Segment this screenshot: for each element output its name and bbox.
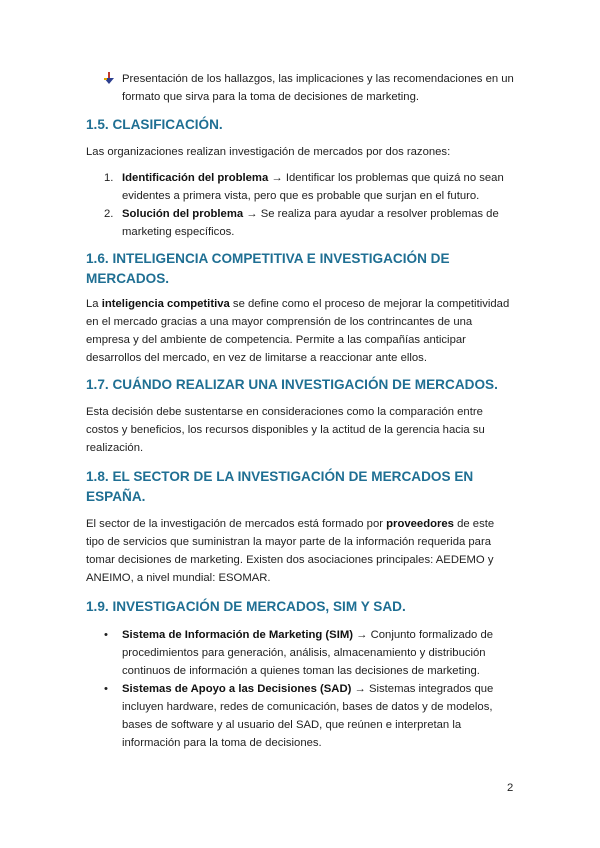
section-1-8-paragraph: El sector de la investigación de mercados está formado por proveedores de este tipo de servicios que suministran la mayor parte de la información requerida para tomar decisiones de marketing. Existen dos asociaciones principales: AEDEMO y ANEIMO, a nivel mundial: ESOMAR. bbox=[86, 518, 495, 584]
list-number: 1. bbox=[104, 172, 114, 184]
list-item-term: Sistemas de Apoyo a las Decisiones (SAD) bbox=[122, 683, 352, 695]
list-item bbox=[86, 169, 514, 205]
term-inteligencia-competitiva: inteligencia competitiva bbox=[101, 298, 230, 310]
bullet-dot: • bbox=[104, 683, 108, 695]
list-item-description: → Identificar los problemas que quizá no sean evidentes a primera vista, pero que es probable que surjan en el futuro. bbox=[122, 172, 504, 202]
list-item bbox=[86, 626, 514, 680]
section-heading-1-7: 1.7. CUÁNDO REALIZAR UNA INVESTIGACIÓN DE MERCADOS. bbox=[86, 377, 498, 392]
intro-bullet-item bbox=[86, 70, 514, 106]
list-item-description: → Sistemas integrados que incluyen hardware, redes de comunicación, bases de datos y de modelos, bases de software y al usuario del SAD, que reúnen e interpretan la información para la toma de decisiones. bbox=[122, 683, 494, 749]
list-item-description: → Conjunto formalizado de procedimientos para generación, análisis, almacenamiento y distribución continuos de información a quienes toman las decisiones de marketing. bbox=[122, 629, 494, 677]
list-item-term: Identificación del problema bbox=[122, 172, 269, 184]
page-content bbox=[86, 70, 514, 752]
bullet-dot: • bbox=[104, 629, 108, 641]
section-heading-1-6: 1.6. INTELIGENCIA COMPETITIVA E INVESTIGACIÓN DE MERCADOS. bbox=[86, 251, 450, 286]
section-heading-1-5: 1.5. CLASIFICACIÓN. bbox=[86, 117, 223, 132]
arrow-bullet-icon bbox=[104, 72, 114, 84]
list-item-term: Sistema de Información de Marketing (SIM) bbox=[122, 629, 354, 641]
page-number: 2 bbox=[507, 782, 514, 794]
list-item-description: → Se realiza para ayudar a resolver problemas de marketing específicos. bbox=[122, 208, 499, 238]
section-1-5-intro: Las organizaciones realizan investigación de mercados por dos razones: bbox=[86, 146, 451, 158]
section-heading-1-9: 1.9. INVESTIGACIÓN DE MERCADOS, SIM Y SAD. bbox=[86, 599, 406, 614]
list-item bbox=[86, 680, 514, 752]
list-item bbox=[86, 205, 514, 241]
list-item-term: Solución del problema bbox=[122, 208, 244, 220]
section-heading-1-8: 1.8. EL SECTOR DE LA INVESTIGACIÓN DE MERCADOS EN ESPAÑA. bbox=[86, 469, 474, 504]
intro-bullet-text: Presentación de los hallazgos, las implicaciones y las recomendaciones en un formato que sirva para la toma de decisiones de marketing. bbox=[122, 73, 514, 103]
term-proveedores: proveedores bbox=[386, 518, 454, 530]
section-1-7-paragraph: Esta decisión debe sustentarse en consideraciones como la comparación entre costos y beneficios, los recursos disponibles y la actitud de la gerencia hacia su realización. bbox=[86, 406, 485, 454]
section-1-6-paragraph: La inteligencia competitiva se define como el proceso de mejorar la competitividad en el mercado gracias a una mayor comprensión de los contrincantes de una empresa y del ambiente de competencia. Permite a las compañías anticipar desarrollos del mercado, en vez de limitarse a reaccionar ante ellos. bbox=[86, 298, 510, 364]
list-number: 2. bbox=[104, 208, 114, 220]
